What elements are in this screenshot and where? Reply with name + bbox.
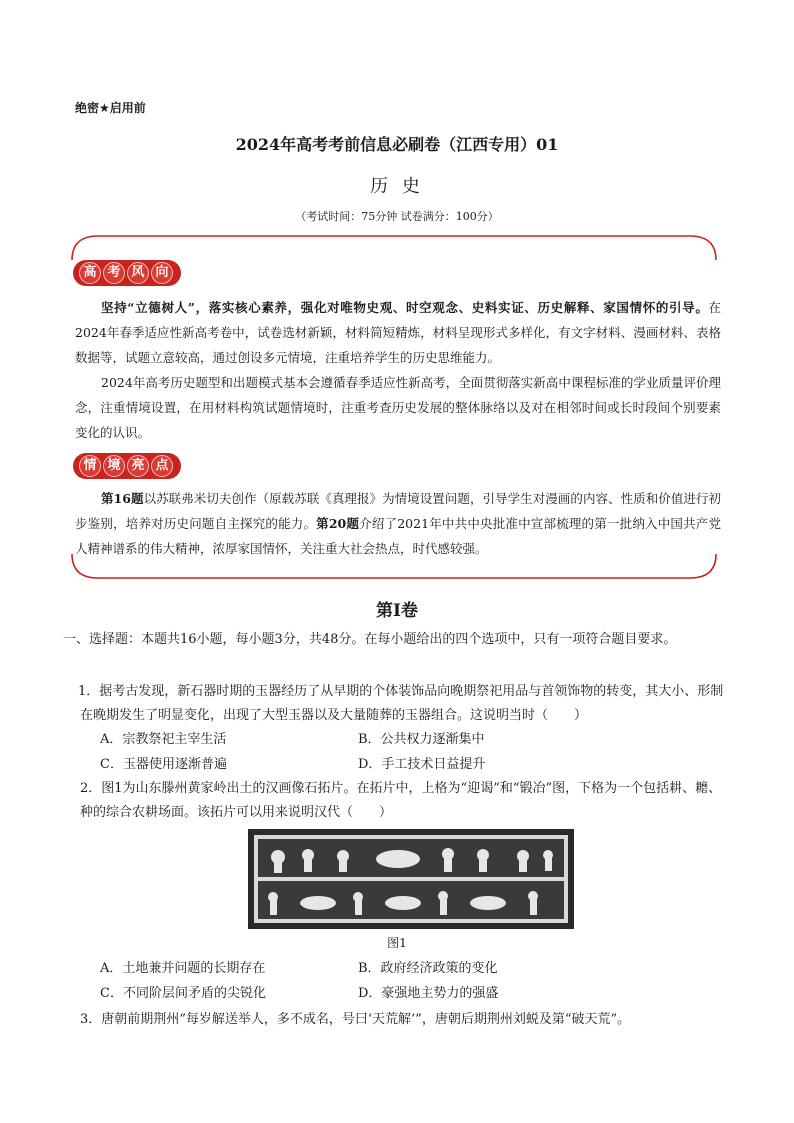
highlight-q16: 第16题	[101, 491, 144, 506]
q1-option-a[interactable]: A．宗教祭祀主宰生活	[100, 732, 227, 747]
exam-info: （考试时间：75分钟 试卷满分：100分）	[295, 210, 499, 223]
section-title: 第Ⅰ卷	[376, 601, 418, 621]
question-2-stem: 2．图1为山东滕州黄家岭出土的汉画像石拓片。在拓片中，上格为“迎谒”和“锻冶”图，下格为一个包括耕、耱、种的综合农耕场面。该拓片可以用来说明汉代（ ）	[80, 781, 722, 820]
paper-title: 2024年高考考前信息必刷卷（江西专用）01	[235, 135, 559, 154]
q1-option-c[interactable]: C．玉器使用逐渐普遍	[100, 757, 227, 772]
badge-char: 亮	[127, 455, 149, 477]
question-1-stem: 1．据考古发现，新石器时期的玉器经历了从早期的个体装饰品向晚期祭祀用品与首领饰物的转变，其大小、形制在晚期发生了明显变化，出现了大型玉器以及大量随葬的玉器组合。这说明当时（ ）	[78, 684, 724, 723]
q1-option-b[interactable]: B．公共权力逐渐集中	[358, 732, 485, 747]
badge-scenario-highlights	[73, 453, 181, 479]
highlight-text-1: 以苏联弗米切夫创作（原载苏联《真理报》为情境设置问题，引导学生对漫画的内容、性质和价值进行初步鉴别，培养对历史问题自主探究的能力。	[75, 491, 721, 531]
q2-option-a[interactable]: A．土地兼并问题的长期存在	[100, 961, 266, 976]
confidential-mark: 绝密★启用前	[75, 101, 146, 115]
badge-char: 点	[151, 455, 173, 477]
figure-1-caption: 图1	[387, 936, 407, 950]
subject-title: 历 史	[370, 176, 424, 197]
q1-option-d[interactable]: D．手工技术日益提升	[358, 757, 486, 772]
highlights-paragraph	[75, 486, 721, 561]
badge-char: 境	[103, 455, 125, 477]
q2-option-d[interactable]: D．豪强地主势力的强盛	[358, 986, 499, 1001]
highlight-q20: 第20题	[316, 516, 360, 531]
badge-char: 风	[127, 262, 149, 284]
stone-rubbing-image	[248, 829, 574, 929]
q2-option-c[interactable]: C．不同阶层间矛盾的尖锐化	[100, 986, 266, 1001]
badge-char: 高	[79, 262, 101, 284]
trend-bold-text: 坚持“立德树人”，落实核心素养，强化对唯物史观、时空观念、史料实证、历史解释、家国情怀的引导。	[101, 300, 709, 315]
trend-text: 在2024年春季适应性新高考卷中，试卷选材新颖，材料简短精炼，材料呈现形式多样化，有文字材料、漫画材料、表格数据等，试题立意较高，通过创设多元情境，注重培养学生的历史思维能力。	[75, 300, 721, 365]
highlight-text-2: 介绍了2021年中共中央批准中宣部梳理的第一批纳入中国共产党人精神谱系的伟大精神，浓厚家国情怀，关注重大社会热点，时代感较强。	[75, 516, 721, 556]
badge-char: 考	[103, 262, 125, 284]
badge-exam-trend	[73, 260, 181, 286]
badge-char: 情	[79, 455, 101, 477]
trend-paragraph-1	[75, 295, 721, 370]
question-3-stem: 3．唐朝前期荆州“每岁解送举人，多不成名，号曰‘天荒解’”，唐朝后期荆州刘蜕及第“破天荒”。	[80, 1012, 631, 1027]
section-instructions: 一、选择题：本题共16小题，每小题3分，共48分。在每小题给出的四个选项中，只有一项符合题目要求。	[63, 632, 677, 647]
trend-paragraph-2: 2024年高考历史题型和出题模式基本会遵循春季适应性新高考，全面贯彻落实新高中课程标准的学业质量评价理念，注重情境设置，在用材料构筑试题情境时，注重考查历史发展的整体脉络以及对在相邻时间或长时段间个别要素变化的认识。	[75, 375, 721, 440]
q2-option-b[interactable]: B．政府经济政策的变化	[358, 961, 498, 976]
badge-char: 向	[151, 262, 173, 284]
